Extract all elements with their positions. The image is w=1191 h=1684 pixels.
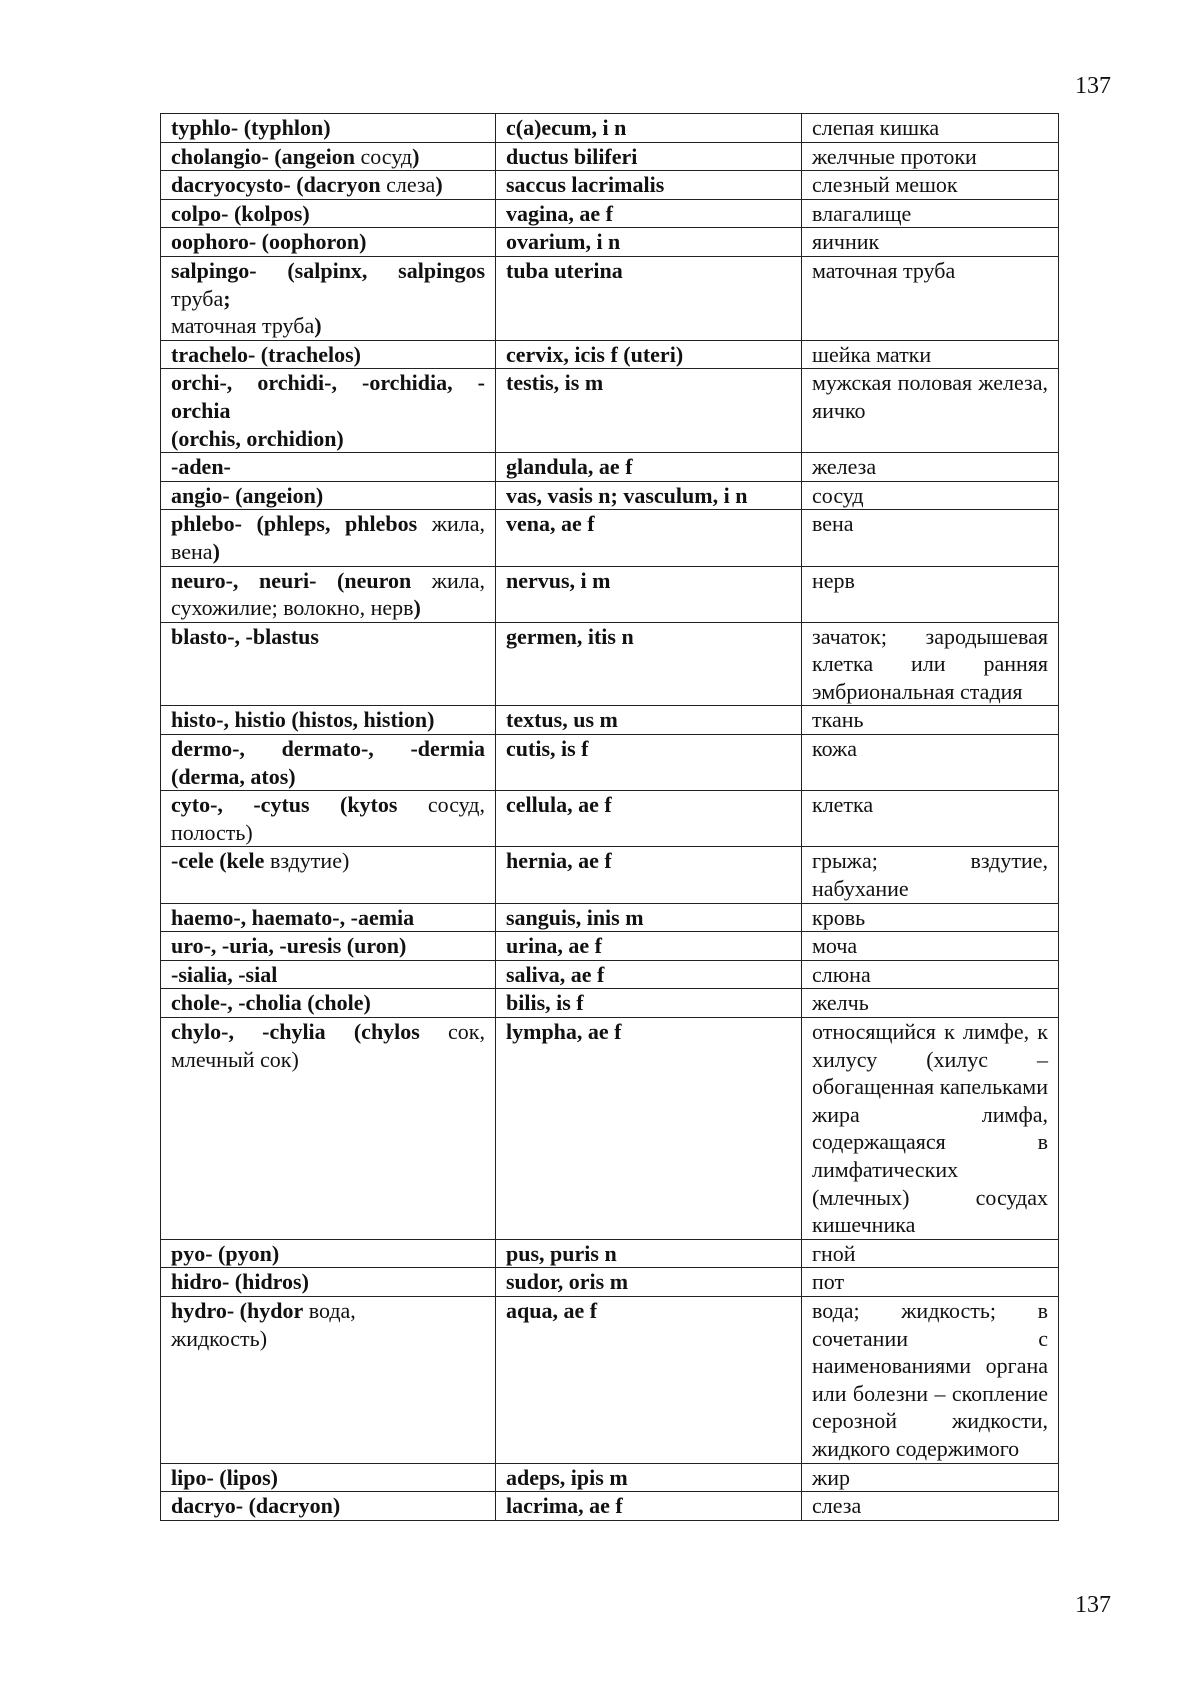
russian-translation-cell: грыжа; вздутие, набухание xyxy=(802,847,1059,903)
term-segment: neuro-, neuri- (neuron xyxy=(171,567,412,593)
russian-translation-cell: маточная труба xyxy=(802,256,1059,340)
table-row xyxy=(161,453,1059,482)
latin-term-cell: textus, us m xyxy=(496,706,802,735)
russian-translation-cell: ткань xyxy=(802,706,1059,735)
russian-translation-cell: шейка матки xyxy=(802,340,1059,369)
greek-term-cell xyxy=(161,1463,496,1492)
russian-translation-cell: слепая кишка xyxy=(802,114,1059,143)
latin-term-cell: saccus lacrimalis xyxy=(496,171,802,200)
greek-term-cell xyxy=(161,566,496,622)
term-segment: trachelo- (trachelos) xyxy=(171,341,361,367)
russian-translation-cell: желчные протоки xyxy=(802,142,1059,171)
latin-term-cell: germen, itis n xyxy=(496,622,802,706)
term-segment: сок, млечный сок) xyxy=(171,1019,485,1072)
greek-term-cell xyxy=(161,228,496,257)
latin-term-cell: hernia, ae f xyxy=(496,847,802,903)
term-segment: dermo-, dermato-, -dermia (derma, atos) xyxy=(171,736,485,789)
term-segment: (orchis, orchidion) xyxy=(171,425,344,451)
greek-term-cell xyxy=(161,256,496,340)
latin-term-cell: lympha, ae f xyxy=(496,1018,802,1240)
table-row xyxy=(161,510,1059,566)
term-segment: маточная труба xyxy=(171,313,315,339)
table-row xyxy=(161,199,1059,228)
term-segment: ) xyxy=(413,595,421,621)
term-segment: ) xyxy=(435,172,443,198)
russian-translation-cell: вена xyxy=(802,510,1059,566)
russian-translation-cell: клетка xyxy=(802,791,1059,847)
latin-term-cell: vena, ae f xyxy=(496,510,802,566)
greek-term-cell xyxy=(161,369,496,453)
table-row xyxy=(161,735,1059,791)
term-segment: жидкость) xyxy=(171,1325,268,1351)
russian-translation-cell: мужская половая железа, яичко xyxy=(802,369,1059,453)
latin-term-cell: sudor, oris m xyxy=(496,1268,802,1297)
term-segment: dacryo- (dacryon) xyxy=(171,1493,341,1519)
term-segment: lipo- (lipos) xyxy=(171,1464,278,1490)
russian-translation-cell: слеза xyxy=(802,1492,1059,1521)
latin-term-cell: cervix, icis f (uteri) xyxy=(496,340,802,369)
term-segment: слеза xyxy=(380,172,436,198)
latin-term-cell: cutis, is f xyxy=(496,735,802,791)
latin-term-cell: vas, vasis n; vasculum, i n xyxy=(496,481,802,510)
greek-term-cell xyxy=(161,453,496,482)
greek-term-cell xyxy=(161,791,496,847)
russian-translation-cell: кровь xyxy=(802,903,1059,932)
term-segment: труба xyxy=(171,285,224,311)
russian-translation-cell: желчь xyxy=(802,989,1059,1018)
page-number-bottom: 137 xyxy=(1075,1592,1111,1618)
term-segment: ; xyxy=(223,285,231,311)
latin-term-cell: saliva, ae f xyxy=(496,960,802,989)
term-segment: жила, вена xyxy=(171,511,486,564)
table-row xyxy=(161,989,1059,1018)
term-segment: -aden- xyxy=(171,454,231,480)
greek-term-cell xyxy=(161,706,496,735)
russian-translation-cell: слюна xyxy=(802,960,1059,989)
term-segment: colpo- (kolpos) xyxy=(171,200,310,226)
term-segment: oophoro- (oophoron) xyxy=(171,229,367,255)
term-segment: chylo-, -chylia (chylos xyxy=(171,1019,420,1044)
table-row xyxy=(161,171,1059,200)
greek-term-cell xyxy=(161,481,496,510)
russian-translation-cell: сосуд xyxy=(802,481,1059,510)
term-segment: phlebo- (phleps, phlebos xyxy=(171,511,418,537)
table-row xyxy=(161,340,1059,369)
term-segment: cyto-, -cytus (kytos xyxy=(171,792,398,818)
table-row xyxy=(161,1296,1059,1463)
russian-translation-cell: пот xyxy=(802,1268,1059,1297)
latin-term-cell: pus, puris n xyxy=(496,1239,802,1268)
latin-term-cell: nervus, i m xyxy=(496,566,802,622)
greek-term-cell xyxy=(161,114,496,143)
greek-term-cell xyxy=(161,1296,496,1463)
term-segment: вода, xyxy=(303,1297,356,1323)
greek-term-cell xyxy=(161,847,496,903)
term-segment: hydro- (hydor xyxy=(171,1297,304,1323)
greek-term-cell xyxy=(161,735,496,791)
latin-term-cell: tuba uterina xyxy=(496,256,802,340)
term-segment: pyo- (pyon) xyxy=(171,1240,280,1266)
table-row xyxy=(161,1463,1059,1492)
term-segment: blasto-, -blastus xyxy=(171,623,319,649)
table-row xyxy=(161,706,1059,735)
greek-term-cell xyxy=(161,199,496,228)
latin-term-cell: glandula, ae f xyxy=(496,453,802,482)
latin-term-cell: ovarium, i n xyxy=(496,228,802,257)
russian-translation-cell: жир xyxy=(802,1463,1059,1492)
table-row xyxy=(161,1268,1059,1297)
greek-term-cell xyxy=(161,340,496,369)
table-row xyxy=(161,369,1059,453)
greek-term-cell xyxy=(161,1268,496,1297)
greek-term-cell xyxy=(161,1492,496,1521)
latin-term-cell: c(a)ecum, i n xyxy=(496,114,802,143)
russian-translation-cell: кожа xyxy=(802,735,1059,791)
latin-term-cell: cellula, ae f xyxy=(496,791,802,847)
table-row xyxy=(161,481,1059,510)
greek-term-cell xyxy=(161,960,496,989)
term-segment: ) xyxy=(245,819,253,845)
term-segment: -cele (kele xyxy=(171,848,265,874)
table-row xyxy=(161,791,1059,847)
latin-term-cell: testis, is m xyxy=(496,369,802,453)
latin-term-cell: vagina, ae f xyxy=(496,199,802,228)
term-segment: cholangio- (angeion xyxy=(171,143,355,169)
latin-term-cell: ductus biliferi xyxy=(496,142,802,171)
table-row xyxy=(161,1018,1059,1240)
term-segment: вздутие) xyxy=(264,848,350,874)
term-segment: typhlo- (typhlon) xyxy=(171,115,331,140)
term-segment: chole-, -cholia (chole) xyxy=(171,990,371,1016)
table-row xyxy=(161,1239,1059,1268)
term-segment: ) xyxy=(314,313,322,339)
russian-translation-cell: железа xyxy=(802,453,1059,482)
latin-term-cell: aqua, ae f xyxy=(496,1296,802,1463)
table-row xyxy=(161,903,1059,932)
term-segment: ) xyxy=(412,143,420,169)
table-row xyxy=(161,256,1059,340)
russian-translation-cell: влагалище xyxy=(802,199,1059,228)
term-segment: hidro- (hidros) xyxy=(171,1269,309,1295)
greek-term-cell xyxy=(161,142,496,171)
russian-translation-cell: гной xyxy=(802,1239,1059,1268)
term-segment: uro-, -uria, -uresis (uron) xyxy=(171,933,407,959)
table-row xyxy=(161,622,1059,706)
latin-term-cell: adeps, ipis m xyxy=(496,1463,802,1492)
terms-table-body xyxy=(161,114,1059,1521)
term-segment: angio- (angeion) xyxy=(171,482,324,508)
greek-term-cell xyxy=(161,510,496,566)
page-number-top: 137 xyxy=(1075,73,1111,99)
greek-term-cell xyxy=(161,932,496,961)
greek-term-cell xyxy=(161,622,496,706)
greek-term-cell xyxy=(161,903,496,932)
table-row xyxy=(161,228,1059,257)
term-segment: haemo-, haemato-, -aemia xyxy=(171,904,415,930)
table-row xyxy=(161,1492,1059,1521)
russian-translation-cell: вода; жидкость; в сочетании с наименованиями органа или болезни – скопление серозной жидкости, жидкого содержимого xyxy=(802,1296,1059,1463)
russian-translation-cell: зачаток; зародышевая клетка или ранняя эмбриональная стадия xyxy=(802,622,1059,706)
russian-translation-cell: слезный мешок xyxy=(802,171,1059,200)
table-row xyxy=(161,142,1059,171)
russian-translation-cell: относящийся к лимфе, к хилусу (хилус – обогащенная капельками жира лимфа, содержащаяся в лимфатических (млечных) сосудах кишечника xyxy=(802,1018,1059,1240)
table-row xyxy=(161,114,1059,143)
term-segment: dacryocysto- (dacryon xyxy=(171,172,381,198)
term-segment: жила, сухожилие; волокно, нерв xyxy=(171,567,486,621)
term-segment: сосуд xyxy=(354,143,413,169)
table-row xyxy=(161,847,1059,903)
term-segment: salpingo- (salpinx, salpingos xyxy=(171,257,485,283)
term-segment: сосуд, полость xyxy=(171,792,485,845)
latin-term-cell: bilis, is f xyxy=(496,989,802,1018)
term-segment: orchi-, orchidi-, -orchidia, - orchia xyxy=(171,370,485,423)
table-row xyxy=(161,566,1059,622)
latin-term-cell: urina, ae f xyxy=(496,932,802,961)
latin-term-cell: sanguis, inis m xyxy=(496,903,802,932)
term-segment: -sialia, -sial xyxy=(171,961,278,987)
russian-translation-cell: нерв xyxy=(802,566,1059,622)
greek-term-cell xyxy=(161,1239,496,1268)
table-row xyxy=(161,960,1059,989)
latin-term-cell: lacrima, ae f xyxy=(496,1492,802,1521)
russian-translation-cell: моча xyxy=(802,932,1059,961)
greek-term-cell xyxy=(161,989,496,1018)
greek-term-cell xyxy=(161,1018,496,1240)
greek-term-cell xyxy=(161,171,496,200)
term-segment: histo-, histio (histos, histion) xyxy=(171,707,435,733)
table-row xyxy=(161,932,1059,961)
term-segment: ) xyxy=(212,538,220,564)
terms-table xyxy=(160,113,1059,1521)
russian-translation-cell: яичник xyxy=(802,228,1059,257)
